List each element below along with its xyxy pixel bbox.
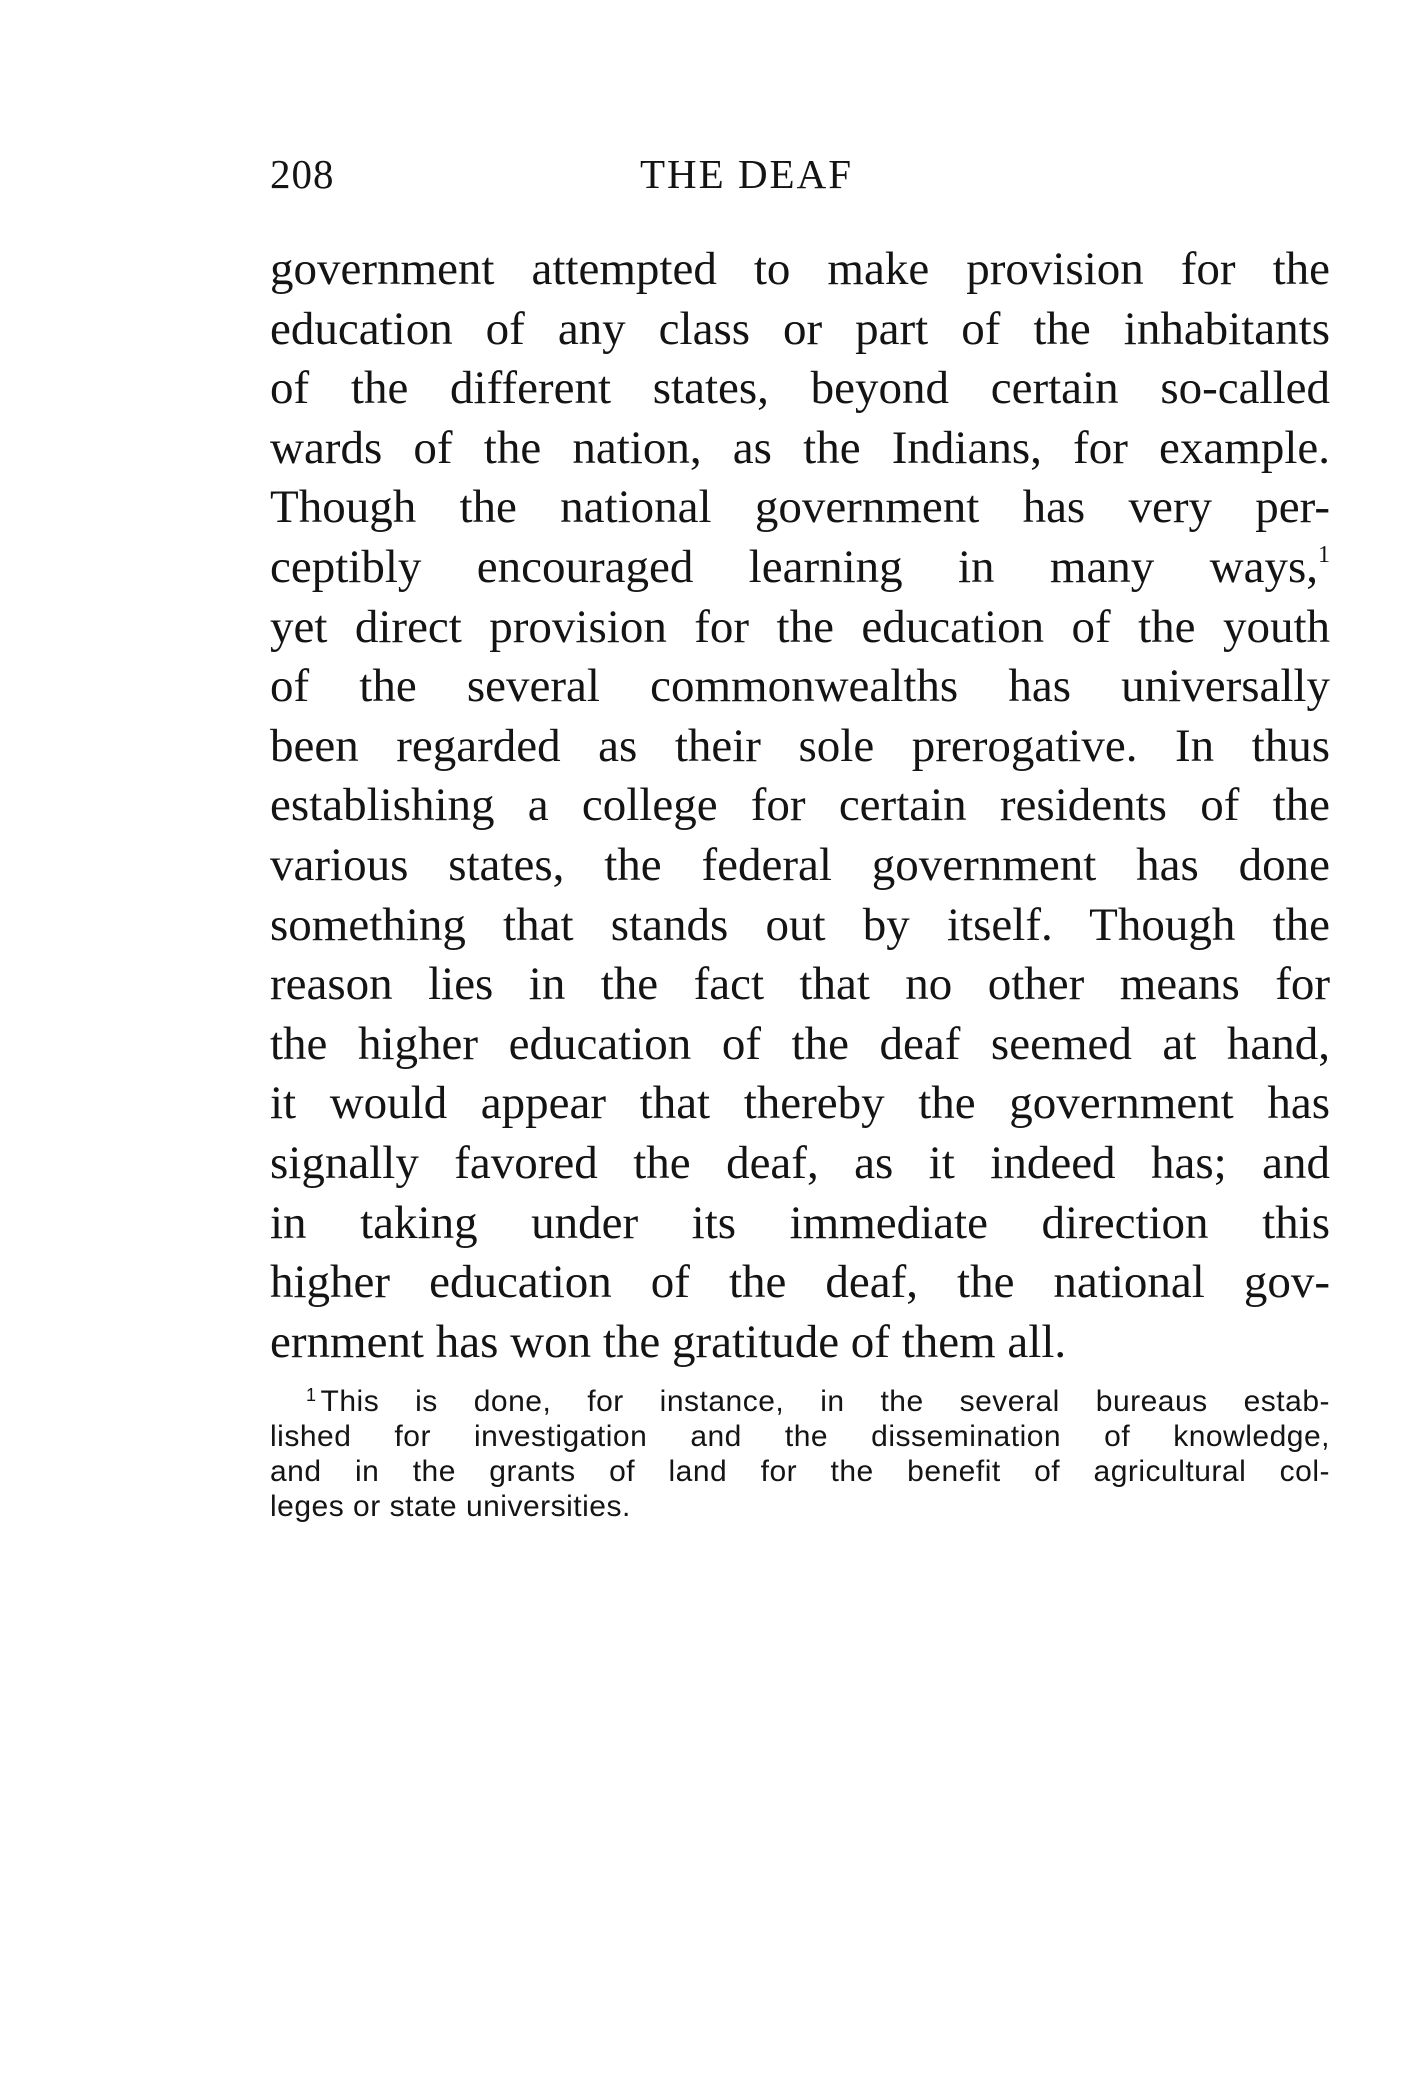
text-line: ceptibly encouraged learning in many ways, (270, 540, 1318, 593)
page-number: 208 (270, 151, 335, 197)
text-line: been regarded as their sole prerogative. In thus (270, 719, 1330, 772)
running-title: THE DEAF (640, 151, 854, 197)
text-line: yet direct provision for the education of the youth (270, 600, 1330, 653)
footnote (270, 1384, 1330, 1524)
text-line: ernment has won the gratitude of them all. (270, 1315, 1067, 1368)
footnote-line: lished for investigation and the dissemination of knowledge, (270, 1420, 1330, 1453)
text-line: education of any class or part of the inhabitants (270, 302, 1330, 355)
footnote-line: and in the grants of land for the benefit of agricultural col- (270, 1455, 1330, 1488)
text-line: Though the national government has very per- (270, 481, 1330, 534)
footnote-line: This is done, for instance, in the several bureaus estab- (320, 1385, 1330, 1418)
footnote-line-with-mark (270, 1384, 1330, 1419)
text-line: it would appear that thereby the government has (270, 1077, 1330, 1130)
text-line: reason lies in the fact that no other means for (270, 958, 1330, 1011)
text-line: something that stands out by itself. Though the (270, 898, 1330, 951)
running-head (270, 150, 1330, 210)
text-line: in taking under its immediate direction this (270, 1196, 1330, 1249)
text-line: higher education of the deaf, the national gov- (270, 1256, 1330, 1309)
text-line: signally favored the deaf, as it indeed has; and (270, 1136, 1330, 1189)
text-line: of the different states, beyond certain so-called (270, 362, 1330, 415)
text-line: the higher education of the deaf seemed at hand, (270, 1017, 1330, 1070)
text-line: establishing a college for certain residents of the (270, 779, 1330, 832)
text-line: wards of the nation, as the Indians, for example. (270, 421, 1330, 474)
text-line: government attempted to make provision for the (270, 243, 1330, 295)
footnote-mark: 1 (306, 1385, 317, 1405)
text-line-with-footnote-ref (270, 538, 1330, 598)
footnote-reference: 1 (1318, 541, 1330, 568)
text-line: of the several commonwealths has universally (270, 660, 1330, 713)
body-paragraph (270, 240, 1330, 1372)
footnote-line: leges or state universities. (270, 1490, 631, 1523)
text-line: various states, the federal government has done (270, 838, 1330, 891)
